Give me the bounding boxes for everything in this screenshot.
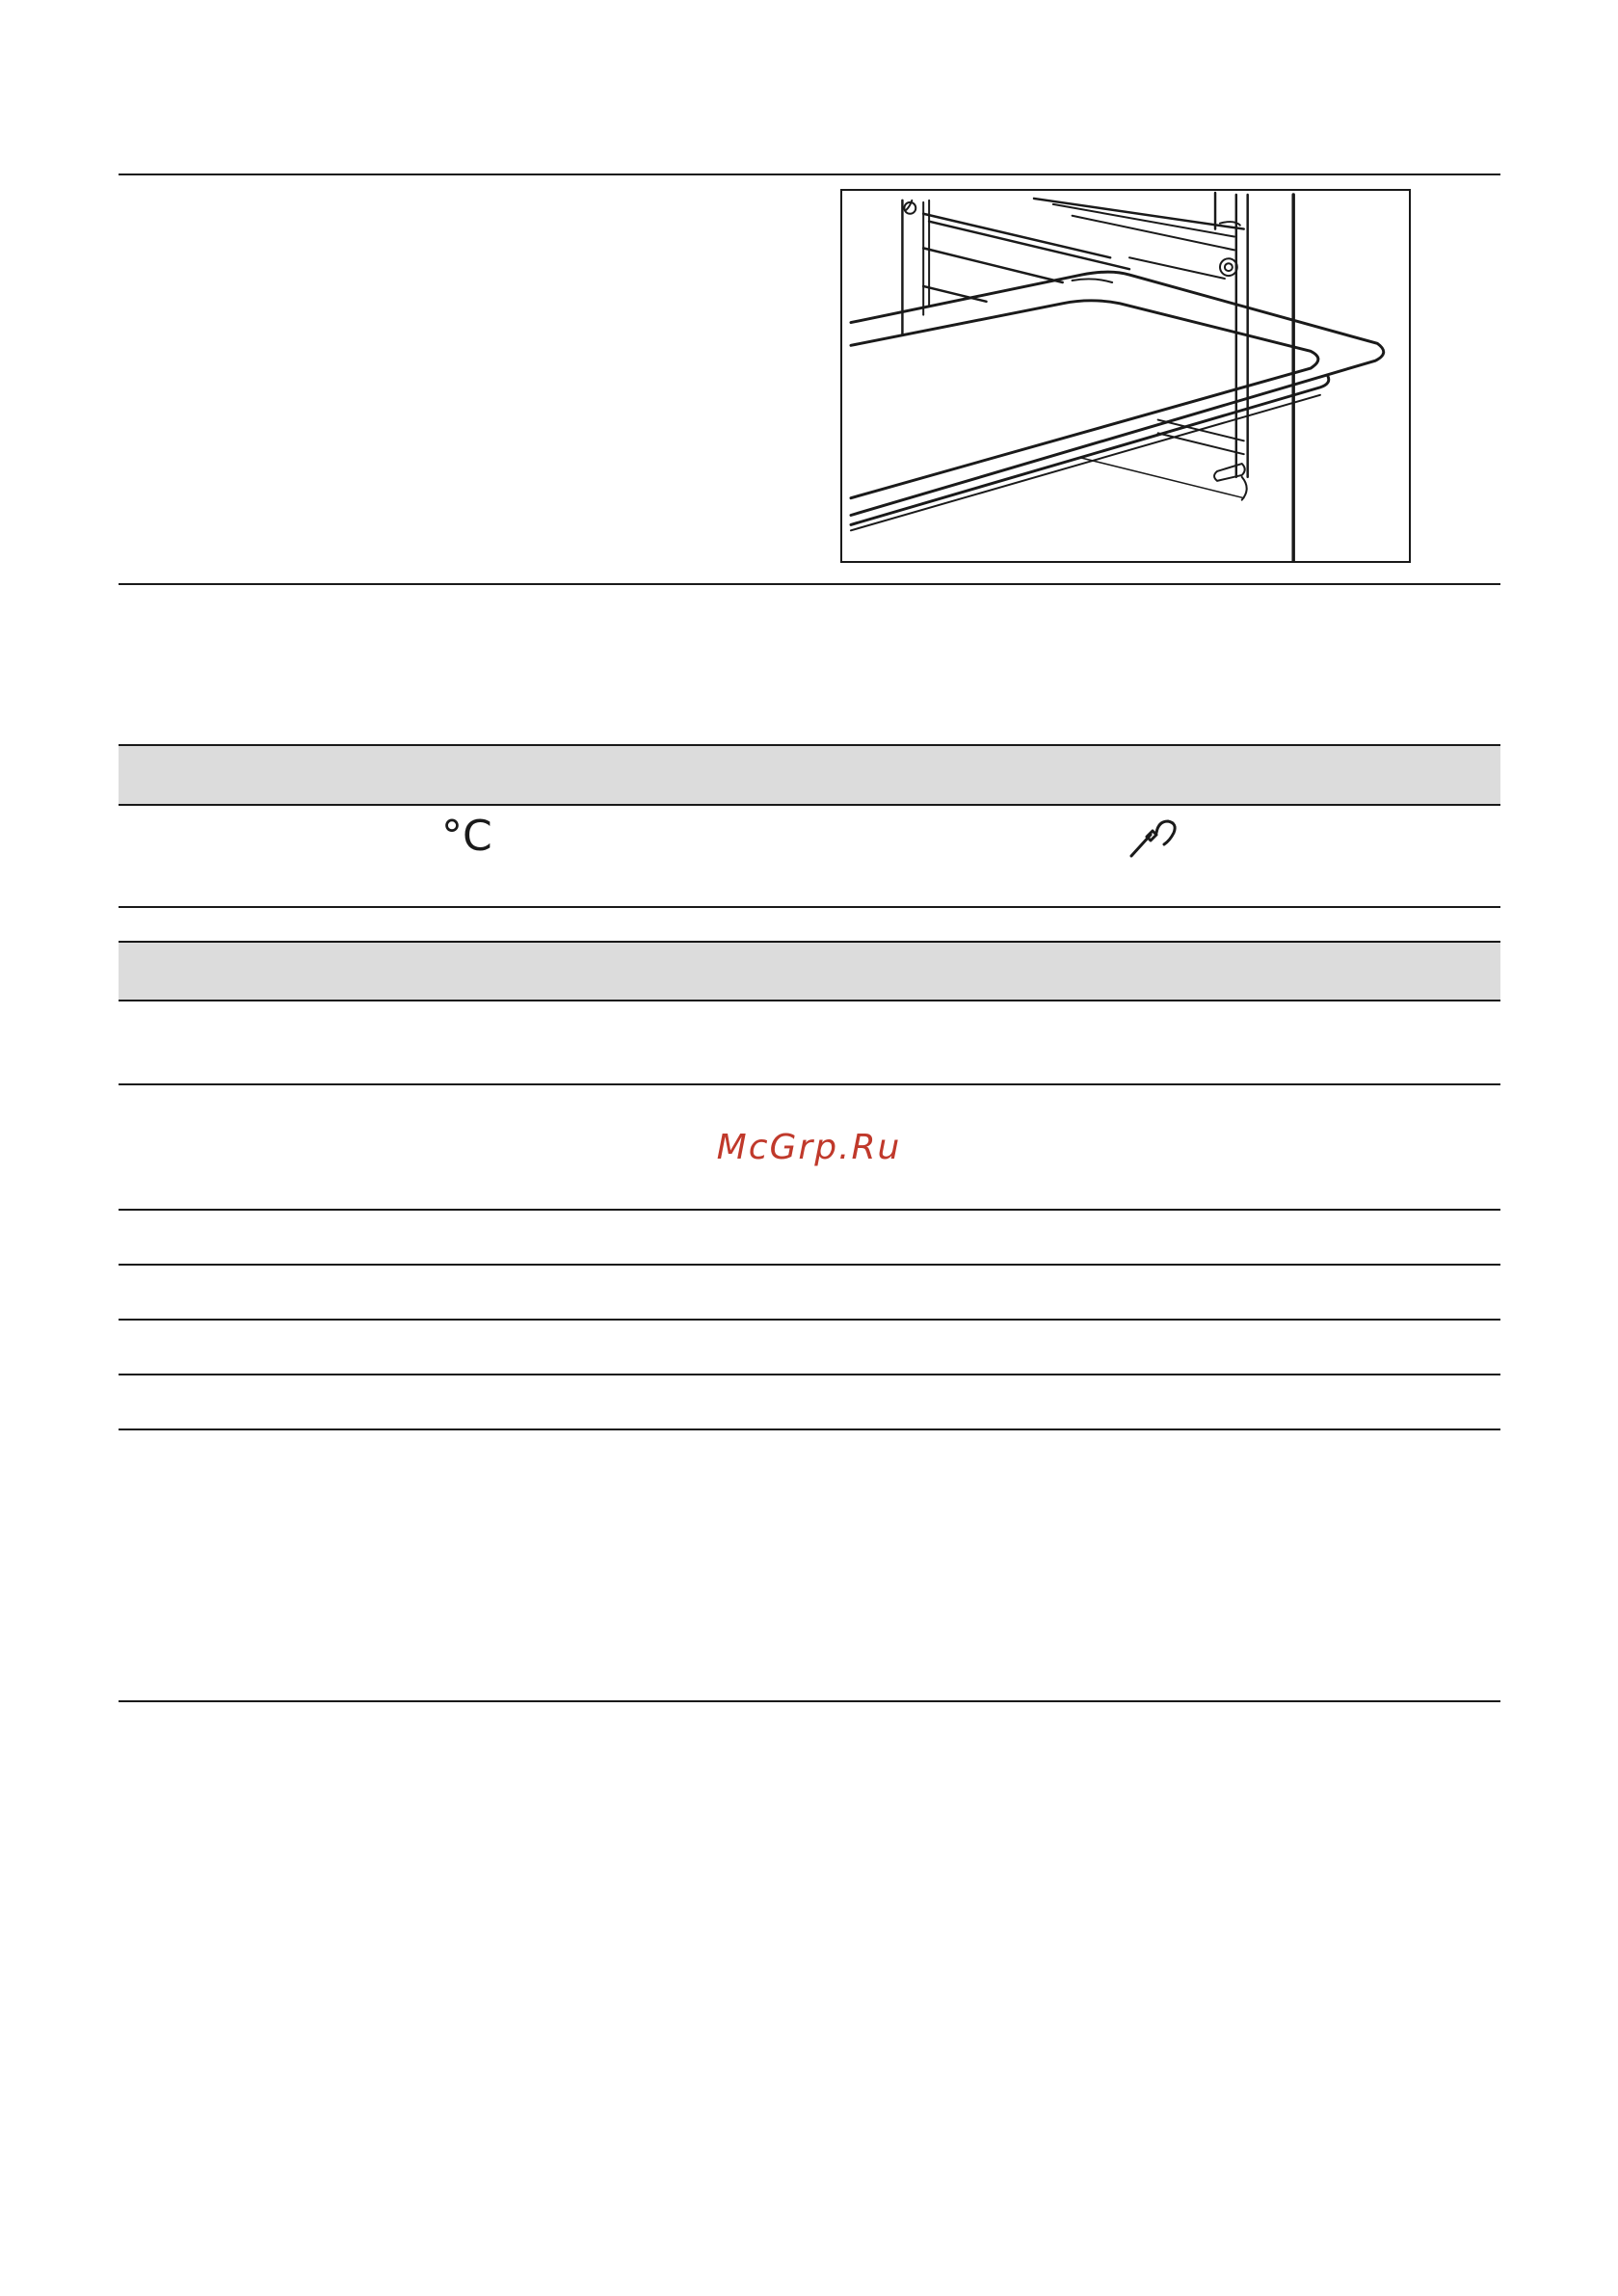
- section-rule: [119, 583, 1500, 585]
- table2-row-rule-6: [119, 1428, 1500, 1430]
- watermark: McGrp.Ru: [716, 1128, 902, 1167]
- table1-header-rule: [119, 804, 1500, 806]
- table2-top-rule: [119, 941, 1500, 943]
- table1-top-rule: [119, 744, 1500, 746]
- temperature-symbol: °C: [441, 812, 492, 861]
- table2-bottom-rule: [119, 1700, 1500, 1702]
- oven-tray-illustration: [840, 189, 1411, 563]
- table2-header-rule: [119, 1000, 1500, 1001]
- table1-bottom-rule: [119, 906, 1500, 908]
- table1-header-band: [119, 746, 1500, 804]
- table2-header-band: [119, 943, 1500, 1001]
- table2-row-rule-2: [119, 1209, 1500, 1211]
- table2-row-rule-1: [119, 1083, 1500, 1085]
- top-rule: [119, 174, 1500, 175]
- table2-row-rule-4: [119, 1319, 1500, 1321]
- table2-row-rule-3: [119, 1264, 1500, 1266]
- meat-probe-icon: [1126, 817, 1183, 860]
- table2-row-rule-5: [119, 1374, 1500, 1375]
